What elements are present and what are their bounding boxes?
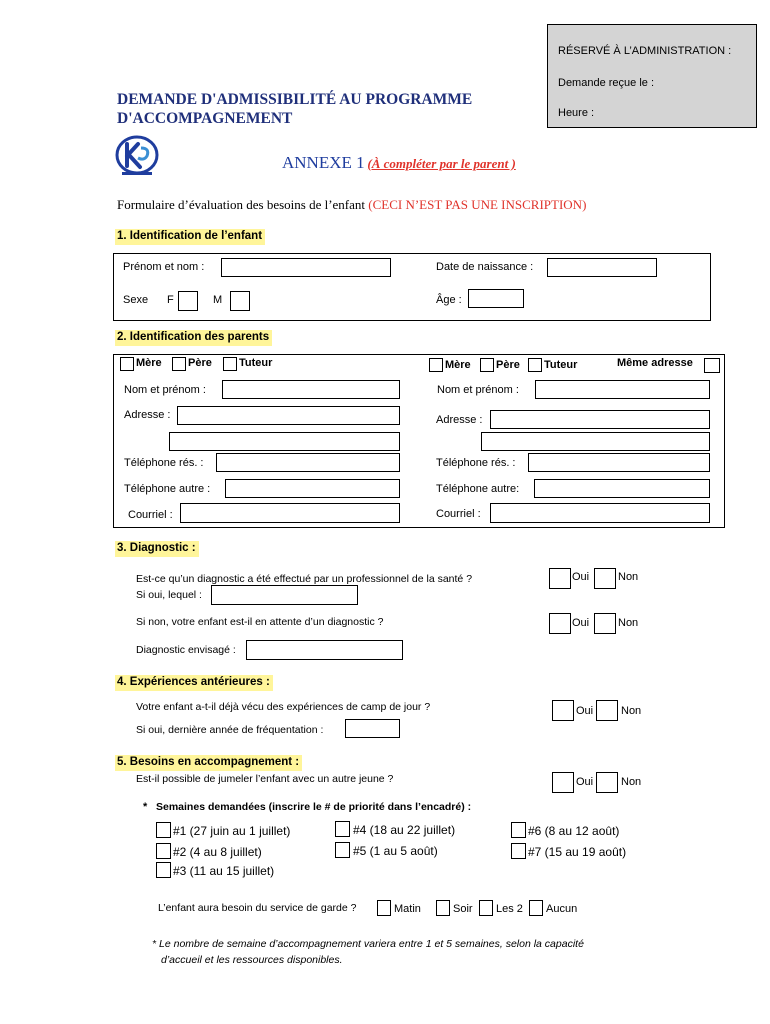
same-address-label: Même adresse: [617, 357, 693, 369]
daycare-morning-checkbox[interactable]: [377, 900, 391, 916]
pairing-yes-checkbox[interactable]: [552, 772, 574, 793]
parent1-email-field[interactable]: [180, 503, 400, 523]
parent2-email-label: Courriel :: [436, 508, 481, 520]
diagnosis-which-field[interactable]: [211, 585, 358, 605]
parent2-address-field2[interactable]: [481, 432, 710, 451]
parent2-email-field[interactable]: [490, 503, 710, 523]
daycare-evening-checkbox[interactable]: [436, 900, 450, 916]
section3-heading: 3. Diagnostic :: [115, 541, 199, 557]
pairing-yes-label: Oui: [576, 776, 594, 788]
parent1-address-label: Adresse :: [124, 409, 171, 421]
daycare-none-checkbox[interactable]: [529, 900, 543, 916]
weeks-bullet: *: [143, 801, 148, 813]
section2-heading: 2. Identification des parents: [115, 330, 272, 346]
same-address-checkbox[interactable]: [704, 358, 720, 373]
week2-label: #2 (4 au 8 juillet): [173, 845, 262, 859]
parent1-phone-home-field[interactable]: [216, 453, 400, 472]
section4-heading: 4. Expériences antérieures :: [115, 675, 273, 691]
parent2-father-checkbox[interactable]: [480, 358, 494, 372]
admin-title: RÉSERVÉ À L’ADMINISTRATION :: [558, 45, 732, 57]
parent2-address-field1[interactable]: [490, 410, 710, 429]
parent1-name-label: Nom et prénom :: [124, 384, 206, 396]
week4-label: #4 (18 au 22 juillet): [353, 823, 456, 837]
week3-checkbox[interactable]: [156, 862, 171, 878]
parent1-email-label: Courriel :: [128, 509, 173, 521]
diagnosis-considered-label: Diagnostic envisagé :: [136, 644, 236, 656]
week7-label: #7 (15 au 19 août): [528, 845, 627, 859]
age-field[interactable]: [468, 289, 524, 308]
parent1-name-field[interactable]: [222, 380, 400, 399]
pairing-no-checkbox[interactable]: [596, 772, 618, 793]
parent2-phone-home-field[interactable]: [528, 453, 710, 472]
diagnosis-yes-checkbox[interactable]: [549, 568, 571, 589]
waiting-yes-checkbox[interactable]: [549, 613, 571, 634]
parent1-guardian-checkbox[interactable]: [223, 357, 237, 371]
page-title: DEMANDE D'ADMISSIBILITÉ AU PROGRAMME D'ACCOMPAGNEMENT: [117, 91, 473, 127]
last-year-label: Si oui, dernière année de fréquentation :: [136, 724, 324, 736]
section1-heading: 1. Identification de l’enfant: [115, 229, 265, 245]
daycare-morning-label: Matin: [394, 903, 421, 915]
parent2-name-label: Nom et prénom :: [437, 384, 519, 396]
camp-yes-checkbox[interactable]: [552, 700, 574, 721]
diagnosis-question: Est-ce qu’un diagnostic a été effectué par un professionnel de la santé ?: [136, 573, 473, 585]
sex-f-checkbox[interactable]: [178, 291, 198, 311]
weeks-note: [152, 936, 584, 968]
waiting-no-checkbox[interactable]: [594, 613, 616, 634]
sex-m-label: M: [213, 294, 223, 306]
daycare-question: L’enfant aura besoin du service de garde ?: [158, 902, 357, 914]
annexe-label: ANNEXE 1: [282, 153, 365, 172]
parent2-phone-other-field[interactable]: [534, 479, 710, 498]
parent2-name-field[interactable]: [535, 380, 710, 399]
diagnosis-considered-field[interactable]: [246, 640, 403, 660]
annexe-subtitle: (À compléter par le parent ): [367, 156, 516, 171]
admin-hour-label: Heure :: [558, 107, 595, 119]
parent1-address-field1[interactable]: [177, 406, 400, 425]
camp-no-checkbox[interactable]: [596, 700, 618, 721]
pairing-no-label: Non: [621, 776, 642, 788]
birth-date-field[interactable]: [547, 258, 657, 277]
camp-experience-question: Votre enfant a-t-il déjà vécu des expériences de camp de jour ?: [136, 701, 431, 713]
parent2-phone-other-label: Téléphone autre:: [436, 483, 520, 495]
weeks-note-line2: d’accueil et les ressources disponibles.: [161, 954, 343, 966]
diagnosis-which-label: Si oui, lequel :: [136, 589, 202, 601]
daycare-both-checkbox[interactable]: [479, 900, 493, 916]
organization-logo: [114, 134, 160, 180]
annexe-heading: [282, 153, 516, 173]
child-name-label: Prénom et nom :: [123, 261, 205, 273]
sex-m-checkbox[interactable]: [230, 291, 250, 311]
parent1-address-field2[interactable]: [169, 432, 400, 451]
parent2-guardian-checkbox[interactable]: [528, 358, 542, 372]
diagnosis-no-checkbox[interactable]: [594, 568, 616, 589]
parent2-mother-label: Mère: [445, 359, 471, 371]
parent2-phone-home-label: Téléphone rés. :: [436, 457, 516, 469]
sex-label: Sexe: [123, 294, 149, 306]
admin-received-label: Demande reçue le :: [558, 77, 654, 89]
admin-box: [547, 24, 757, 128]
waiting-no-label: Non: [618, 617, 639, 629]
parent2-father-label: Père: [496, 359, 520, 371]
week2-checkbox[interactable]: [156, 843, 171, 859]
pairing-question: Est-il possible de jumeler l’enfant avec un autre jeune ?: [136, 773, 394, 785]
parent1-phone-home-label: Téléphone rés. :: [124, 457, 204, 469]
birth-date-label: Date de naissance :: [436, 261, 534, 273]
diagnosis-yes-label: Oui: [572, 571, 590, 583]
weeks-heading: Semaines demandées (inscrire le # de priorité dans l’encadré) :: [156, 801, 472, 813]
child-name-field[interactable]: [221, 258, 391, 277]
parent1-phone-other-field[interactable]: [225, 479, 400, 498]
diagnosis-no-label: Non: [618, 571, 639, 583]
daycare-evening-label: Soir: [453, 903, 473, 915]
daycare-none-label: Aucun: [546, 903, 578, 915]
waiting-yes-label: Oui: [572, 617, 590, 629]
waiting-diagnosis-question: Si non, votre enfant est-il en attente d’un diagnostic ?: [136, 616, 384, 628]
age-label: Âge :: [436, 294, 462, 306]
sex-f-label: F: [167, 294, 174, 306]
parent1-guardian-label: Tuteur: [239, 357, 273, 369]
daycare-both-label: Les 2: [496, 903, 523, 915]
week1-checkbox[interactable]: [156, 822, 171, 838]
week4-checkbox[interactable]: [335, 821, 350, 837]
week1-label: #1 (27 juin au 1 juillet): [173, 824, 291, 838]
week6-label: #6 (8 au 12 août): [528, 824, 620, 838]
parent1-mother-label: Mère: [136, 357, 162, 369]
section5-heading: 5. Besoins en accompagnement :: [115, 755, 302, 771]
last-year-field[interactable]: [345, 719, 400, 738]
week7-checkbox[interactable]: [511, 843, 526, 859]
parent1-phone-other-label: Téléphone autre :: [124, 483, 211, 495]
parent1-mother-checkbox[interactable]: [120, 357, 134, 371]
parent2-mother-checkbox[interactable]: [429, 358, 443, 372]
camp-yes-label: Oui: [576, 705, 594, 717]
week6-checkbox[interactable]: [511, 822, 526, 838]
camp-no-label: Non: [621, 705, 642, 717]
weeks-note-line1: * Le nombre de semaine d’accompagnement variera entre 1 et 5 semaines, selon la capacité: [152, 938, 584, 950]
parent2-guardian-label: Tuteur: [544, 359, 578, 371]
parent2-address-label: Adresse :: [436, 414, 483, 426]
week5-checkbox[interactable]: [335, 842, 350, 858]
week5-label: #5 (1 au 5 août): [353, 844, 438, 858]
parent1-father-checkbox[interactable]: [172, 357, 186, 371]
form-intro-text: Formulaire d’évaluation des besoins de l’enfant: [117, 197, 366, 212]
form-warning: (CECI N’EST PAS UNE INSCRIPTION): [368, 197, 587, 212]
parent1-father-label: Père: [188, 357, 212, 369]
form-intro: [117, 197, 586, 213]
week3-label: #3 (11 au 15 juillet): [173, 864, 275, 878]
